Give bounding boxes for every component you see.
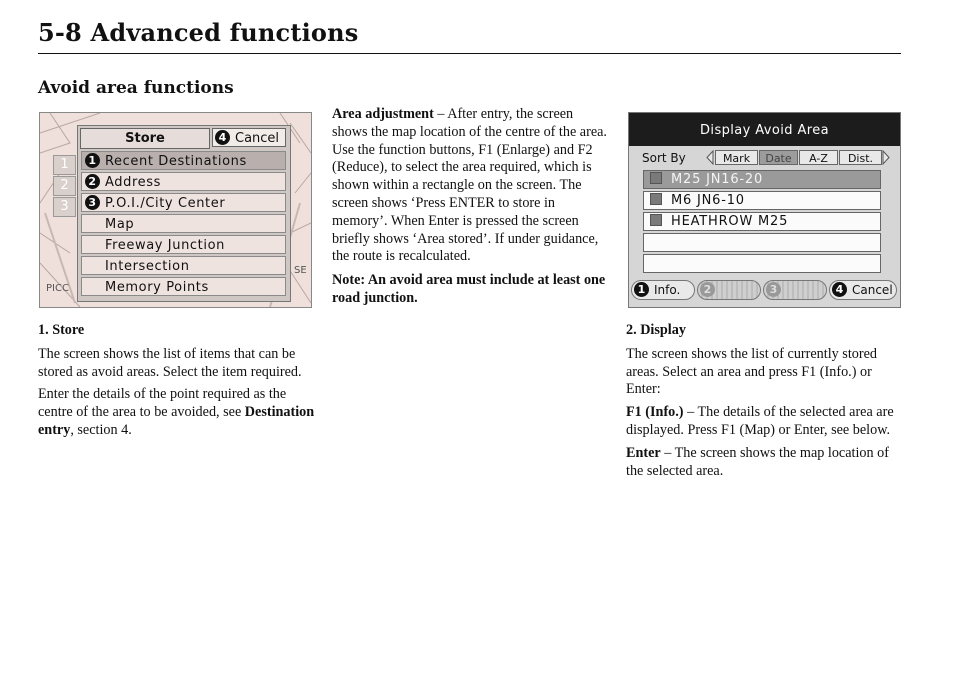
f2-button[interactable]	[697, 280, 761, 300]
store-menu-title: Store	[80, 128, 210, 149]
menu-item-label: Freeway Junction	[105, 238, 225, 253]
avoid-area-row[interactable]	[643, 191, 881, 210]
avoid-area-row[interactable]	[643, 233, 881, 252]
function-button-bar	[629, 279, 900, 303]
cancel-label: Cancel	[235, 131, 280, 146]
number-1-icon: 1	[634, 282, 649, 297]
note: Note: An avoid area must include at least one road junction.	[332, 272, 606, 306]
row-label: M25 JN16-20	[671, 172, 764, 187]
page-title: 5-8 Advanced functions	[38, 18, 359, 47]
square-icon	[650, 193, 662, 205]
store-screen	[39, 112, 312, 308]
column-3-text	[626, 322, 896, 485]
sort-mark-button[interactable]: Mark	[715, 150, 758, 165]
svg-text:PICC: PICC	[46, 283, 69, 294]
menu-item-label: Memory Points	[105, 280, 209, 295]
term: F1 (Info.)	[626, 404, 684, 421]
column-2-text	[332, 106, 608, 313]
square-icon	[650, 214, 662, 226]
paragraph-text: Enter the details of the point required as the centre of the area to be avoided, see	[38, 386, 287, 421]
menu-item-recent-destinations[interactable]	[81, 151, 286, 170]
f3-button[interactable]	[763, 280, 827, 300]
left-arrow-icon[interactable]	[706, 150, 714, 165]
menu-item-memory-points[interactable]	[81, 277, 286, 296]
avoid-area-row[interactable]	[643, 212, 881, 231]
menu-item-map[interactable]	[81, 214, 286, 233]
display-avoid-area-screen	[628, 112, 901, 308]
number-3-icon: 3	[85, 195, 100, 210]
f1-info-button[interactable]	[631, 280, 695, 300]
paragraph-text: , section 4.	[70, 421, 132, 438]
avoid-area-row[interactable]	[643, 170, 881, 189]
number-2-icon: 2	[700, 282, 715, 297]
side-tab-2[interactable]: 2	[53, 176, 76, 196]
term: Enter	[626, 444, 661, 461]
header-rule	[38, 53, 901, 54]
row-label: HEATHROW M25	[671, 214, 789, 229]
side-tab-3[interactable]: 3	[53, 197, 76, 217]
menu-item-intersection[interactable]	[81, 256, 286, 275]
menu-item-poi-city-center[interactable]	[81, 193, 286, 212]
sort-dist-button[interactable]: Dist.	[839, 150, 882, 165]
paragraph	[626, 445, 896, 481]
svg-text:SE: SE	[294, 265, 307, 276]
row-label: M6 JN6-10	[671, 193, 745, 208]
paragraph	[38, 386, 316, 439]
number-1-icon: 1	[85, 153, 100, 168]
menu-item-label: Map	[105, 217, 135, 232]
paragraph-text: – The screen shows the map location of the selected area.	[626, 444, 889, 479]
store-menu-panel	[77, 125, 291, 302]
number-4-icon: 4	[215, 130, 230, 145]
term: Area adjustment	[332, 106, 434, 122]
menu-item-address[interactable]	[81, 172, 286, 191]
paragraph	[332, 106, 608, 266]
button-label: Cancel	[852, 283, 893, 297]
menu-item-label: P.O.I./City Center	[105, 196, 226, 211]
sort-date-button[interactable]: Date	[759, 150, 798, 165]
caption-store: 1. Store	[38, 322, 85, 338]
caption-display: 2. Display	[626, 322, 686, 338]
paragraph	[626, 404, 896, 440]
menu-item-freeway-junction[interactable]	[81, 235, 286, 254]
menu-item-label: Address	[105, 175, 161, 190]
paragraph-text: – After entry, the screen shows the map location of the centre of the area. Use the function buttons, F1 (Enlarge) and F2 (Reduce), to select the area required, which is shown within a rectangle on the screen. The screen shows ‘Press ENTER to store in memory’. When Enter is pressed the screen briefly shows ‘Area stored’. If under guidance, the route is recalculated.	[332, 106, 607, 265]
paragraph: The screen shows the list of currently stored areas. Select an area and press F1 (Info.) or Enter:	[626, 345, 877, 398]
f4-cancel-button[interactable]	[829, 280, 897, 300]
cancel-button[interactable]	[212, 128, 286, 147]
button-label: Info.	[654, 283, 681, 297]
screen-title: Display Avoid Area	[629, 113, 900, 146]
column-1-text	[38, 322, 316, 445]
side-tab-1[interactable]: 1	[53, 155, 76, 175]
paragraph: The screen shows the list of items that can be stored as avoid areas. Select the item required.	[38, 345, 302, 380]
number-2-icon: 2	[85, 174, 100, 189]
number-4-icon: 4	[832, 282, 847, 297]
cross-reference: Destination entry	[38, 404, 315, 438]
paragraph-text: – The details of the selected area are displayed. Press F1 (Map) or Enter, see below.	[626, 404, 894, 438]
menu-item-label: Recent Destinations	[105, 154, 247, 169]
menu-item-label: Intersection	[105, 259, 190, 274]
avoid-area-row[interactable]	[643, 254, 881, 273]
number-3-icon: 3	[766, 282, 781, 297]
square-icon	[650, 172, 662, 184]
sort-az-button[interactable]: A-Z	[799, 150, 838, 165]
sort-label: Sort By	[642, 151, 686, 165]
section-heading: Avoid area functions	[38, 78, 234, 98]
right-arrow-icon[interactable]	[882, 150, 890, 165]
